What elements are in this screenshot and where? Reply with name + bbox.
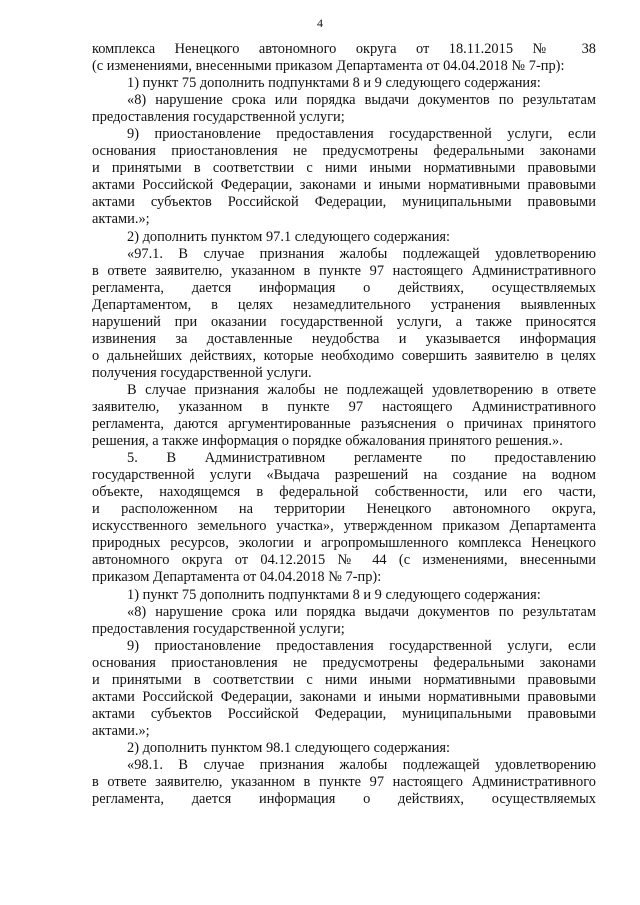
text-line: заявителю, указанном в пункте 97 настоящего Административного: [92, 398, 596, 415]
text-line: государственной услуги «Выдача разрешений на создание на водном: [92, 467, 596, 484]
text-line: и принятыми в соответствии с ними иными нормативными правовыми: [92, 160, 596, 177]
text-line: в ответе заявителю, указанном в пункте 97 настоящего Административного: [92, 262, 596, 279]
text-line: предоставления государственной услуги;: [92, 109, 345, 126]
text-line: основания приостановления не предусмотрены федеральными законами: [92, 654, 596, 671]
text-line: регламента, дается информация о действиях, осуществляемых: [92, 791, 596, 808]
text-line: предоставления государственной услуги;: [92, 620, 345, 637]
text-line: и принятыми в соответствии с ними иными нормативными правовыми: [92, 671, 596, 688]
text-line: природных ресурсов, экологии и агропромышленного комплекса Ненецкого: [92, 535, 596, 552]
text-line: в ответе заявителю, указанном в пункте 97 настоящего Административного: [92, 774, 596, 791]
text-line: «97.1. В случае признания жалобы подлежащей удовлетворению: [127, 245, 596, 262]
text-line: нарушений при оказании государственной услуги, а также приносятся: [92, 313, 596, 330]
text-line: актами Российской Федерации, законами и иными нормативными правовыми: [92, 177, 596, 194]
text-line: актами Российской Федерации, законами и иными нормативными правовыми: [92, 688, 596, 705]
text-line: 1) пункт 75 дополнить подпунктами 8 и 9 следующего содержания:: [127, 75, 541, 92]
text-line: регламента, даются аргументированные разъяснения о причинах принятого: [92, 416, 596, 433]
text-line: получения государственной услуги.: [92, 364, 312, 381]
text-line: 1) пункт 75 дополнить подпунктами 8 и 9 следующего содержания:: [127, 586, 541, 603]
text-line: объекте, находящемся в федеральной собственности, или его части,: [92, 484, 596, 501]
text-line: актами субъектов Российской Федерации, муниципальными правовыми: [92, 194, 596, 211]
text-line: искусственного земельного участка», утвержденном приказом Департамента: [92, 518, 596, 535]
text-line: Департаментом, в целях незамедлительного устранения выявленных: [92, 296, 596, 313]
text-line: В случае признания жалобы не подлежащей удовлетворению в ответе: [127, 381, 596, 398]
text-line: 9) приостановление предоставления государственной услуги, если: [127, 637, 596, 654]
page-number: 4: [317, 16, 323, 30]
text-line: комплекса Ненецкого автономного округа от 18.11.2015 № 38: [92, 41, 596, 57]
text-line: извинения за доставленные неудобства и указывается информация: [92, 330, 596, 347]
text-line: 9) приостановление предоставления государственной услуги, если: [127, 126, 596, 143]
text-line: 5. В Административном регламенте по предоставлению: [127, 450, 596, 467]
document-body: [92, 41, 596, 808]
text-line: актами субъектов Российской Федерации, муниципальными правовыми: [92, 705, 596, 722]
text-line: основания приостановления не предусмотрены федеральными законами: [92, 143, 596, 160]
text-line: регламента, дается информация о действиях, осуществляемых: [92, 279, 596, 296]
text-line: о дальнейших действиях, которые необходимо совершить заявителю в целях: [92, 347, 596, 364]
text-line: «8) нарушение срока или порядка выдачи документов по результатам: [127, 92, 596, 109]
text-line: приказом Департамента от 04.04.2018 № 7-пр):: [92, 569, 382, 586]
text-line: 2) дополнить пунктом 98.1 следующего содержания:: [127, 739, 451, 756]
text-line: (с изменениями, внесенными приказом Департамента от 04.04.2018 № 7-пр):: [92, 58, 565, 75]
text-line: автономного округа от 04.12.2015 № 44 (с изменениями, внесенными: [92, 552, 596, 569]
text-line: «8) нарушение срока или порядка выдачи документов по результатам: [127, 603, 596, 620]
text-line: решения, а также информация о порядке обжалования принятого решения.».: [92, 433, 563, 450]
text-line: актами.»;: [92, 211, 150, 228]
text-line: 2) дополнить пунктом 97.1 следующего содержания:: [127, 228, 451, 245]
text-line: и расположенном на территории Ненецкого автономного округа,: [92, 501, 596, 518]
text-line: актами.»;: [92, 722, 150, 739]
text-line: «98.1. В случае признания жалобы подлежащей удовлетворению: [127, 756, 596, 773]
